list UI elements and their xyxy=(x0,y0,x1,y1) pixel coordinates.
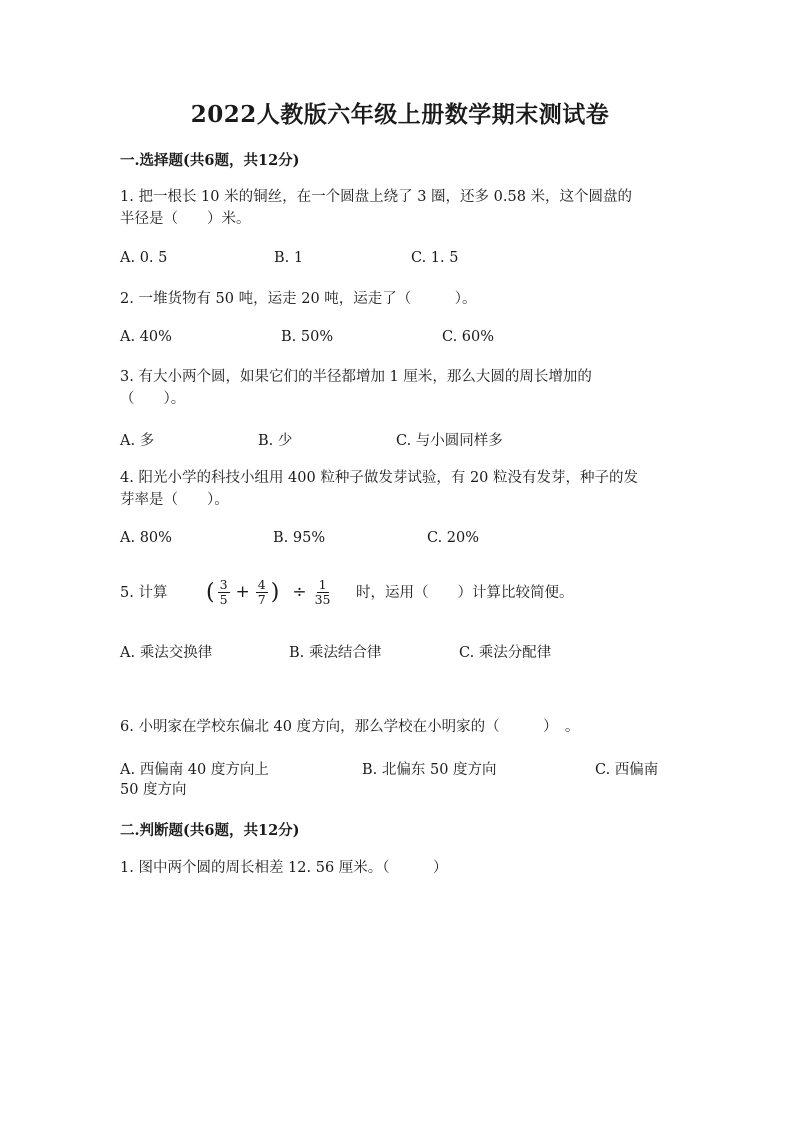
question-4-option-c: C. 20% xyxy=(427,530,480,546)
question-4-option-a: A. 80% xyxy=(120,530,172,546)
question-4-line-2: 芽率是（ ）。 xyxy=(120,492,229,508)
question-6-option-b: B. 北偏东 50 度方向 xyxy=(362,762,497,778)
question-5-option-c: C. 乘法分配律 xyxy=(459,645,552,661)
fraction-denominator: 7 xyxy=(257,591,266,607)
question-1-option-a: A. 0. 5 xyxy=(120,250,168,266)
question-6-option-c-continued: 50 度方向 xyxy=(120,782,187,798)
question-2-line-1: 2. 一堆货物有 50 吨，运走 20 吨，运走了（ ）。 xyxy=(120,291,477,307)
question-2-option-c: C. 60% xyxy=(442,329,495,345)
question-5-option-a: A. 乘法交换律 xyxy=(120,645,213,661)
judgement-1-line-1: 1. 图中两个圆的周长相差 12. 56 厘米。（ ） xyxy=(120,860,448,876)
question-5-option-b: B. 乘法结合律 xyxy=(289,645,382,661)
section-heading-choice: 一.选择题(共6题，共12分) xyxy=(120,152,300,169)
section-heading-judgement: 二.判断题(共6题，共12分) xyxy=(120,822,300,839)
fraction-three-fifths xyxy=(218,578,230,607)
question-5-prefix: 5. 计算 xyxy=(120,585,168,601)
fraction-denominator: 35 xyxy=(314,591,331,607)
question-1-line-2: 半径是（ ）米。 xyxy=(120,211,251,227)
question-3-option-a: A. 多 xyxy=(120,433,155,449)
close-paren: ) xyxy=(270,579,280,605)
open-paren: ( xyxy=(206,579,215,605)
question-4-line-1: 4. 阳光小学的科技小组用 400 粒种子做发芽试验，有 20 粒没有发芽，种子的发 xyxy=(120,470,639,486)
question-5-suffix: 时，运用（ ）计算比较简便。 xyxy=(356,585,574,601)
question-2-option-b: B. 50% xyxy=(281,329,334,345)
question-6-option-c: C. 西偏南 xyxy=(595,762,659,778)
question-2-option-a: A. 40% xyxy=(120,329,172,345)
fraction-numerator: 1 xyxy=(318,576,327,592)
fraction-four-sevenths xyxy=(256,578,268,607)
page-title: 2022人教版六年级上册数学期末测试卷 xyxy=(190,101,610,128)
question-1-option-b: B. 1 xyxy=(274,250,304,266)
question-3-line-1: 3. 有大小两个圆，如果它们的半径都增加 1 厘米，那么大圆的周长增加的 xyxy=(120,369,592,385)
question-4-option-b: B. 95% xyxy=(273,530,326,546)
question-1-option-c: C. 1. 5 xyxy=(411,250,459,266)
question-6-line-1: 6. 小明家在学校东偏北 40 度方向，那么学校在小明家的（ ） 。 xyxy=(120,719,580,735)
question-3-line-2: （ ）。 xyxy=(120,391,186,407)
question-1-line-1: 1. 把一根长 10 米的铜丝，在一个圆盘上绕了 3 圈，还多 0.58 米，这个圆盘的 xyxy=(120,189,633,205)
question-3-option-b: B. 少 xyxy=(258,433,293,449)
question-6-option-a: A. 西偏南 40 度方向上 xyxy=(120,762,269,778)
fraction-denominator: 5 xyxy=(219,591,228,607)
divide-sign: ÷ xyxy=(292,582,307,602)
fraction-numerator: 3 xyxy=(219,576,228,592)
question-3-option-c: C. 与小圆同样多 xyxy=(396,433,503,449)
fraction-one-thirtyfifth xyxy=(313,578,333,607)
math-expression xyxy=(205,574,335,610)
fraction-numerator: 4 xyxy=(257,576,266,592)
plus-sign: + xyxy=(235,582,250,602)
